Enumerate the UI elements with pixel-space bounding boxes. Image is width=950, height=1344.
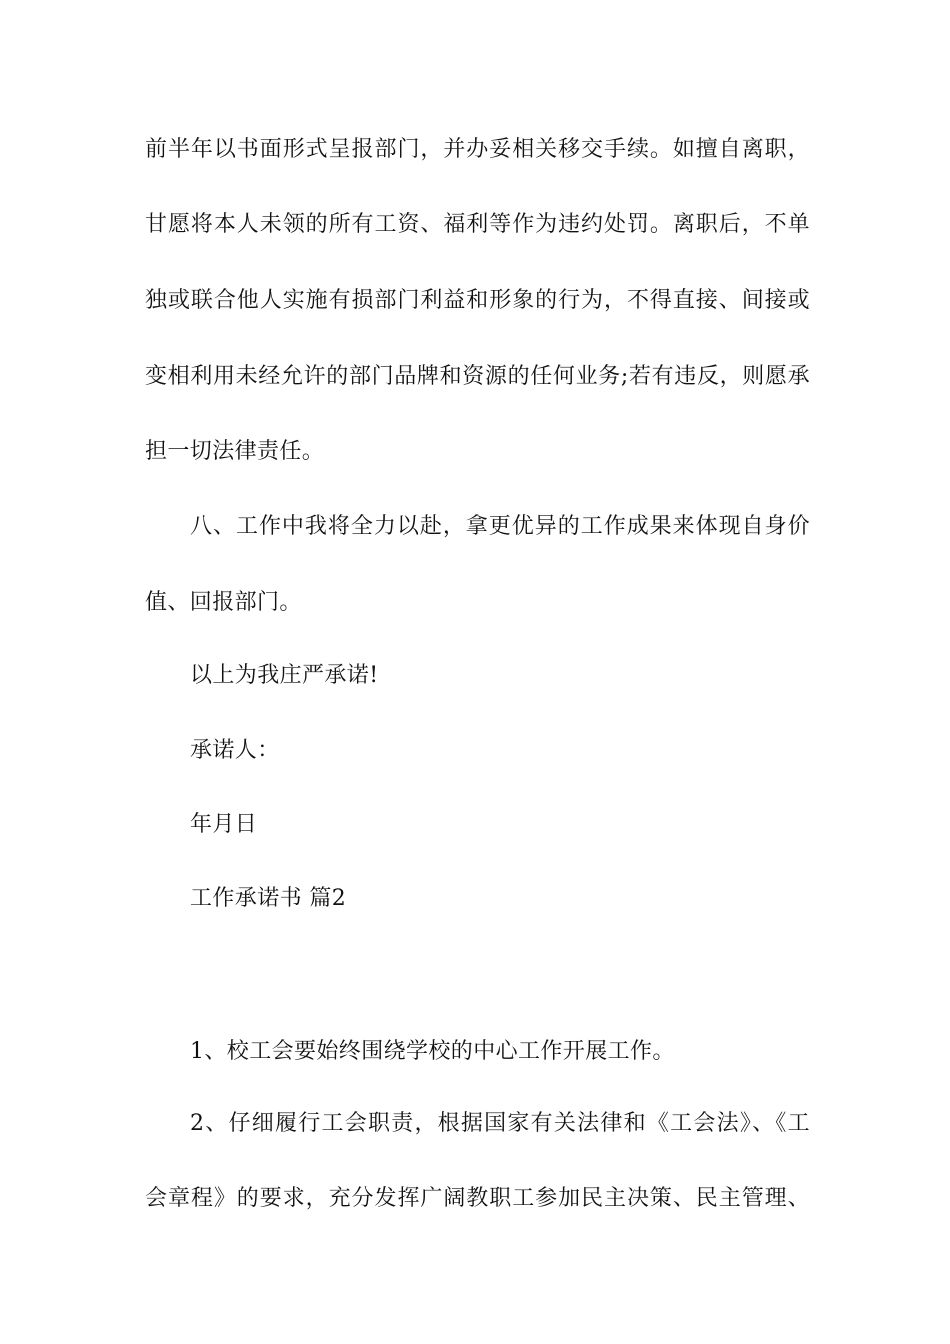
section-heading: 工作承诺书 篇2: [190, 886, 347, 911]
paragraph-1-line-4: 变相利用未经允许的部门品牌和资源的任何业务;若有违反，则愿承: [145, 364, 810, 389]
signer-label: 承诺人：: [190, 738, 280, 763]
paragraph-4-line-2: 会章程》的要求，充分发挥广阔教职工参加民主决策、民主管理、: [145, 1186, 810, 1211]
paragraph-1-line-2: 甘愿将本人未领的所有工资、福利等作为违约处罚。离职后，不单: [145, 212, 810, 237]
paragraph-1-line-3: 独或联合他人实施有损部门利益和形象的行为，不得直接、间接或: [145, 288, 810, 313]
paragraph-3-line-1: 1、校工会要始终围绕学校的中心工作开展工作。: [190, 1039, 675, 1064]
paragraph-2-line-1: 八、工作中我将全力以赴，拿更优异的工作成果来体现自身价: [190, 514, 810, 539]
paragraph-1-line-5: 担一切法律责任。: [145, 439, 325, 464]
date-label: 年月日: [190, 812, 258, 837]
paragraph-2-line-2: 值、回报部门。: [145, 590, 302, 615]
paragraph-4-line-1: 2、仔细履行工会职责，根据国家有关法律和《工会法》、《工: [190, 1111, 810, 1136]
paragraph-1-line-1: 前半年以书面形式呈报部门，并办妥相关移交手续。如擅自离职，: [145, 137, 810, 162]
closing-statement: 以上为我庄严承诺!: [190, 663, 379, 688]
